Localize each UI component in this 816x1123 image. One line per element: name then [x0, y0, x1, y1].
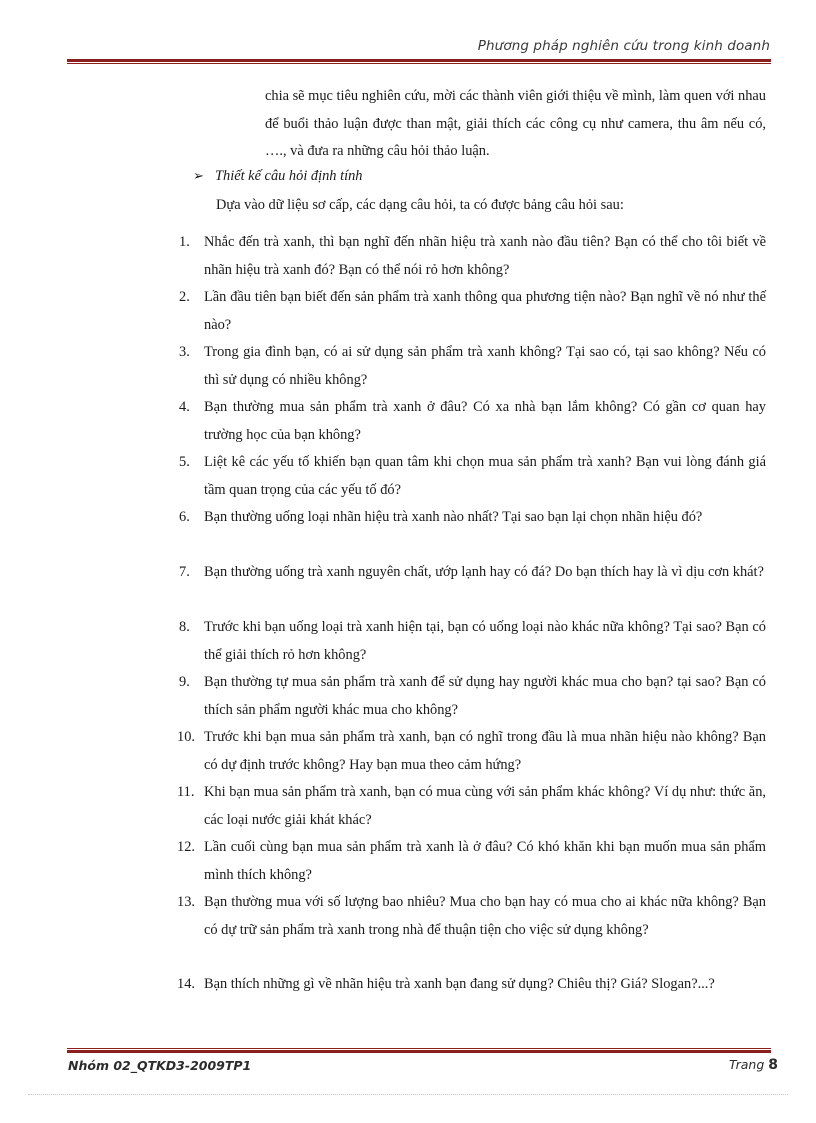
list-item-text: Bạn thường mua sản phẩm trà xanh ở đâu? Có xa nhà bạn lắm không? Có gần cơ quan hay trường học của bạn không?	[204, 399, 766, 443]
list-item-number: 13.	[177, 894, 195, 910]
page-number: 8	[768, 1057, 778, 1073]
list-item	[177, 779, 766, 834]
list-item-text: Lần cuối cùng bạn mua sản phẩm trà xanh là ở đâu? Có khó khăn khi bạn muốn mua sản phẩm mình thích không?	[204, 839, 766, 883]
list-item	[179, 504, 766, 532]
list-item-number: 7.	[179, 564, 190, 580]
intro-paragraph: chia sẽ mục tiêu nghiên cứu, mời các thành viên giới thiệu về mình, làm quen với nhau để buổi thảo luận được than mật, giải thích các công cụ như camera, thu âm nếu có, …., và đưa ra những câu hỏi thảo luận.	[265, 88, 766, 159]
list-item	[177, 834, 766, 889]
list-item-number: 8.	[179, 619, 190, 635]
list-item-text: Bạn thường mua với số lượng bao nhiêu? Mua cho bạn hay có mua cho ai khác nữa không? Bạn có dự trữ sản phẩm trà xanh trong nhà để thuận tiện cho việc sử dụng không?	[204, 894, 766, 938]
list-item-text: Bạn thường uống loại nhãn hiệu trà xanh nào nhất? Tại sao bạn lại chọn nhãn hiệu đó?	[204, 509, 703, 525]
lead-paragraph: Dựa vào dữ liệu sơ cấp, các dạng câu hỏi, ta có được bảng câu hỏi sau:	[216, 197, 624, 213]
list-item	[177, 724, 766, 779]
list-item	[177, 971, 766, 999]
footer-group-label: Nhóm 02_QTKD3-2009TP1	[68, 1058, 252, 1073]
list-item	[177, 889, 766, 944]
list-item	[179, 669, 766, 724]
list-item-text: Bạn thích những gì về nhãn hiệu trà xanh bạn đang sử dụng? Chiêu thị? Giá? Slogan?...?	[204, 976, 715, 992]
list-item-number: 11.	[177, 784, 195, 800]
list-item-text: Trước khi bạn uống loại trà xanh hiện tại, bạn có uống loại nào khác nữa không? Tại sao? Bạn có thể giải thích rỏ hơn không?	[204, 619, 766, 663]
list-item	[179, 339, 766, 394]
list-item-text: Trước khi bạn mua sản phẩm trà xanh, bạn có nghĩ trong đầu là mua nhãn hiệu nào không? Bạn có dự định trước không? Hay bạn mua theo cảm hứng?	[204, 729, 766, 773]
list-item	[179, 284, 766, 339]
list-item-number: 2.	[179, 289, 190, 305]
list-item	[179, 449, 766, 504]
footer-page-indicator	[729, 1057, 778, 1073]
list-item-number: 9.	[179, 674, 190, 690]
list-item-text: Bạn thường uống trà xanh nguyên chất, ướp lạnh hay có đá? Do bạn thích hay là vì dịu cơn khát?	[204, 564, 764, 580]
list-item	[179, 394, 766, 449]
list-item	[179, 229, 766, 284]
list-item-text: Lần đầu tiên bạn biết đến sản phẩm trà xanh thông qua phương tiện nào? Bạn nghĩ về nó như thế nào?	[204, 289, 766, 333]
section-heading	[193, 165, 362, 188]
page-edge-divider	[28, 1094, 788, 1095]
header-rule	[67, 59, 771, 64]
list-item-number: 4.	[179, 399, 190, 415]
list-item-number: 14.	[177, 976, 195, 992]
list-item-text: Trong gia đình bạn, có ai sử dụng sản phẩm trà xanh không? Tại sao có, tại sao không? Nếu có thì sử dụng có nhiều không?	[204, 344, 766, 388]
list-item-text: Khi bạn mua sản phẩm trà xanh, bạn có mua cùng với sản phẩm khác không? Ví dụ như: thức ăn, các loại nước giải khát khác?	[204, 784, 766, 828]
list-item-number: 10.	[177, 729, 195, 745]
list-item	[179, 614, 766, 669]
footer-rule	[67, 1048, 771, 1053]
arrow-bullet-icon: ➢	[193, 169, 204, 184]
list-item-number: 12.	[177, 839, 195, 855]
section-heading-text: Thiết kế câu hỏi định tính	[215, 168, 363, 184]
list-item-text: Nhắc đến trà xanh, thì bạn nghĩ đến nhãn hiệu trà xanh nào đầu tiên? Bạn có thể cho tôi biết về nhãn hiệu trà xanh đó? Bạn có thể nói rỏ hơn không?	[204, 234, 766, 278]
list-item-number: 1.	[179, 234, 190, 250]
list-item-number: 3.	[179, 344, 190, 360]
list-item-number: 6.	[179, 509, 190, 525]
list-item-text: Bạn thường tự mua sản phẩm trà xanh để sử dụng hay người khác mua cho bạn? tại sao? Bạn có thích sản phẩm người khác mua cho không?	[204, 674, 766, 718]
header-title: Phương pháp nghiên cứu trong kinh doanh	[477, 38, 770, 54]
list-item-text: Liệt kê các yếu tố khiến bạn quan tâm khi chọn mua sản phẩm trà xanh? Bạn vui lòng đánh giá tầm quan trọng của các yếu tố đó?	[204, 454, 766, 498]
page-label: Trang	[728, 1057, 765, 1072]
list-item-number: 5.	[179, 454, 190, 470]
list-item	[179, 559, 766, 587]
